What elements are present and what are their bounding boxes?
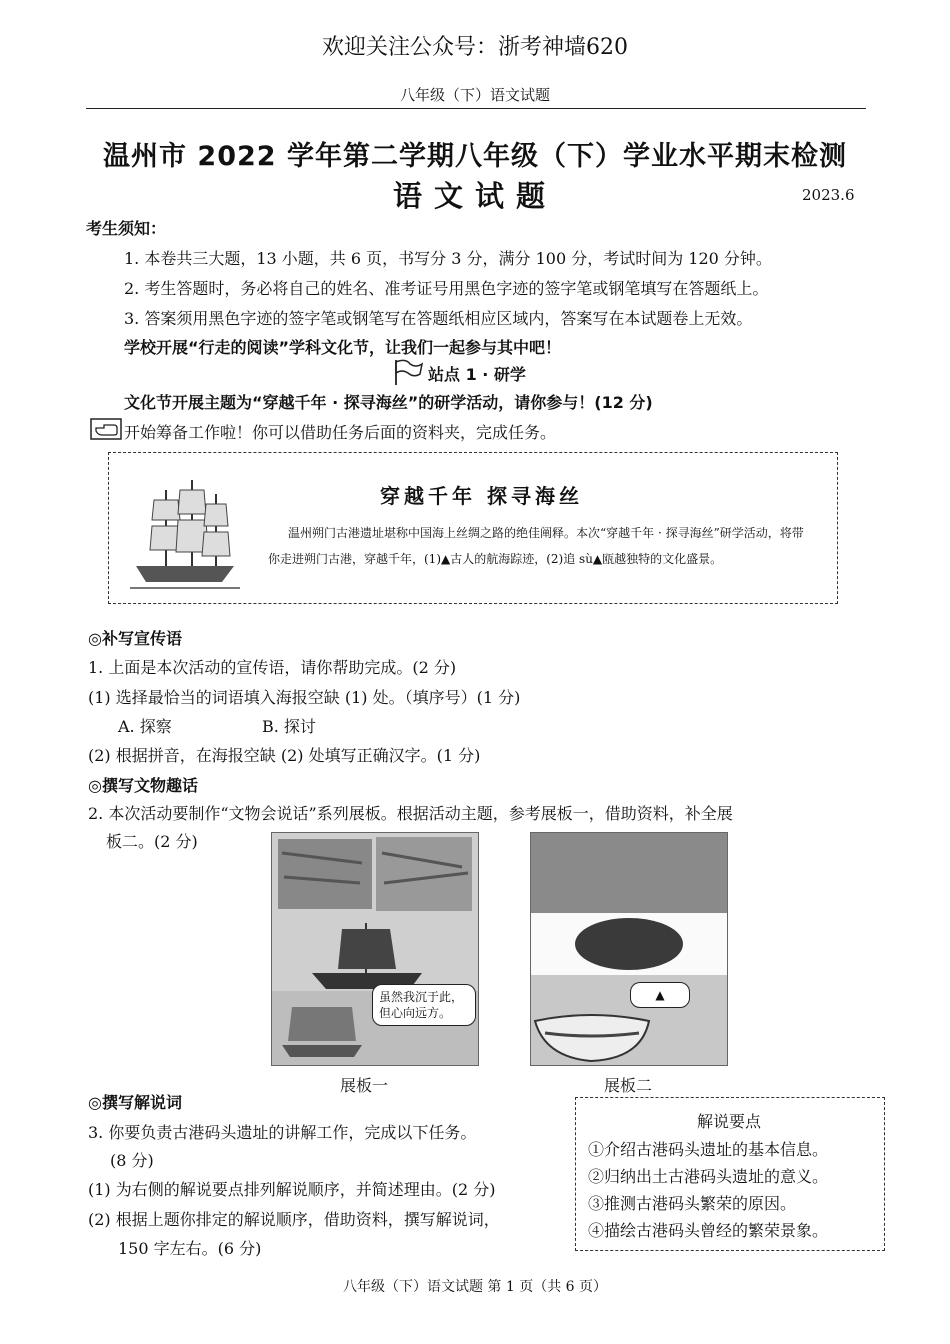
question-2: 2. 本次活动要制作“文物会说话”系列展板。根据活动主题，参考展板一，借助资料，补全展 (88, 804, 733, 823)
question-3-part-2-cont: 150 字左右。(6 分) (118, 1239, 262, 1258)
key-point-3: ③推测古港码头繁荣的原因。 (588, 1194, 797, 1213)
station-label: 站点 1 · 研学 (428, 365, 526, 384)
notice-item-2: 2. 考生答题时，务必将自己的姓名、准考证号用黑色字迹的签字笔或钢笔填写在答题纸上。 (124, 279, 769, 298)
theme-text: 文化节开展主题为“穿越千年 · 探寻海丝”的研学活动，请你参与！(12 分) (124, 393, 653, 412)
exhibit-board-2 (530, 832, 728, 1066)
page-footer: 八年级（下）语文试题 第 1 页（共 6 页） (342, 1279, 608, 1295)
question-1-part-1: (1) 选择最恰当的词语填入海报空缺 (1) 处。（填序号）(1 分) (88, 688, 521, 707)
key-point-2: ②归纳出土古港码头遗址的意义。 (588, 1167, 829, 1186)
question-1-part-2: (2) 根据拼音，在海报空缺 (2) 处填写正确汉字。(1 分) (88, 746, 481, 765)
section1-heading: ◎补写宣传语 (88, 629, 182, 648)
section2-heading: ◎撰写文物趣话 (88, 776, 198, 795)
caption-board-1: 展板一 (340, 1076, 389, 1095)
key-point-4: ④描绘古港码头曾经的繁荣景象。 (588, 1221, 829, 1240)
exhibit-board-1 (271, 832, 479, 1066)
option-b: B. 探讨 (262, 717, 316, 736)
exam-date: 2023.6 (802, 186, 855, 204)
exam-title: 温州市 2022 学年第二学期八年级（下）学业水平期末检测 (103, 141, 847, 172)
key-point-1: ①介绍古港码头遗址的基本信息。 (588, 1140, 829, 1159)
flag-icon (392, 358, 424, 386)
question-3-part-2: (2) 根据上题你排定的解说顺序，借助资料，撰写解说词， (88, 1210, 500, 1229)
intro-text: 学校开展“行走的阅读”学科文化节，让我们一起参与其中吧！ (124, 338, 562, 357)
start-text: 开始筹备工作啦！你可以借助任务后面的资料夹，完成任务。 (124, 423, 557, 442)
exhibit-board-2-art (531, 833, 727, 1065)
sailing-ship-illustration (126, 470, 244, 594)
speech-bubble-2: ▲ (630, 982, 690, 1008)
notice-heading: 考生须知： (86, 219, 167, 238)
question-1: 1. 上面是本次活动的宣传语，请你帮助完成。(2 分) (88, 658, 457, 677)
header-subtitle: 八年级（下）语文试题 (399, 86, 550, 104)
section3-heading: ◎撰写解说词 (88, 1093, 182, 1112)
question-3-part-1: (1) 为右侧的解说要点排列解说顺序，并简述理由。(2 分) (88, 1180, 496, 1199)
question-3: 3. 你要负责古港码头遗址的讲解工作，完成以下任务。 (88, 1123, 477, 1142)
question-2-cont: 板二。(2 分) (106, 832, 198, 851)
poster-text: 温州朔门古港遗址堪称中国海上丝绸之路的绝佳阐释。本次“穿越千年 · 探寻海丝”研学活动，将带你走进朔门古港，穿越千年，(1)▲古人的航海踪迹，(2)追 sù▲瓯越独特的文化盛景。 (268, 526, 804, 566)
top-banner: 欢迎关注公众号：浙考神墙620 (322, 35, 628, 60)
caption-board-2: 展板二 (604, 1076, 653, 1095)
notice-item-3: 3. 答案须用黑色字迹的签字笔或钢笔写在答题纸相应区域内，答案写在本试题卷上无效。 (124, 309, 753, 328)
question-3-points: (8 分) (110, 1151, 154, 1170)
exam-subtitle: 语文试题 (392, 179, 557, 213)
option-a: A. 探察 (118, 717, 172, 736)
header-divider (86, 108, 866, 109)
pointing-hand-icon (90, 418, 122, 440)
key-points-title: 解说要点 (696, 1112, 761, 1131)
notice-item-1: 1. 本卷共三大题，13 小题，共 6 页，书写分 3 分，满分 100 分，考试时间为 120 分钟。 (124, 249, 772, 268)
speech-bubble-1: 虽然我沉于此，但心向远方。 (372, 984, 476, 1026)
exhibit-board-1-art (272, 833, 478, 1065)
poster-title: 穿越千年 探寻海丝 (380, 484, 583, 508)
